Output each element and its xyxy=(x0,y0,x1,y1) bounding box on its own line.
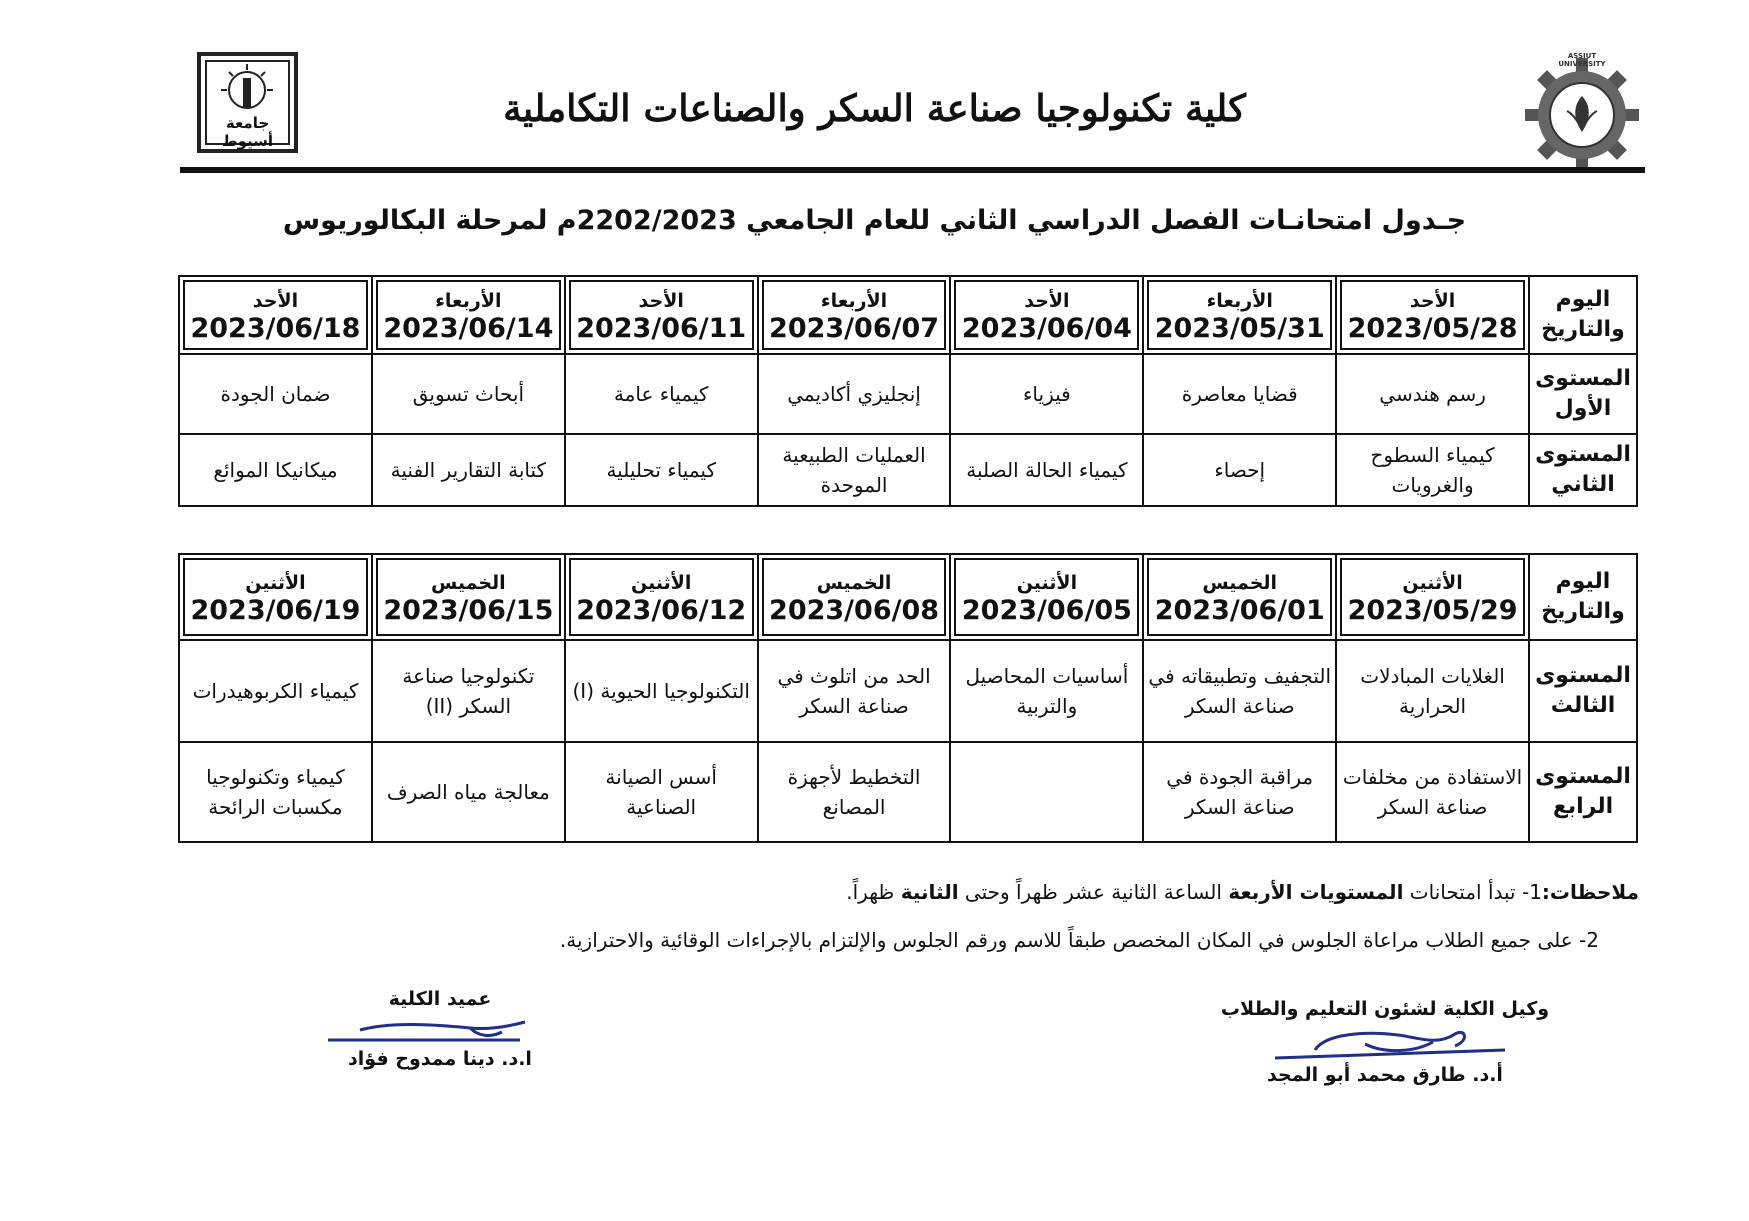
exam-subject: العمليات الطبيعية الموحدة xyxy=(758,434,951,506)
exam-subject: التخطيط لأجهزة المصانع xyxy=(758,742,951,842)
exam-subject: الغلايات المبادلات الحرارية xyxy=(1336,640,1529,742)
level-label: المستوى الرابع xyxy=(1529,742,1637,842)
day-date-cell: الأربعاء 2023/05/31 xyxy=(1143,276,1336,354)
table-header-row xyxy=(179,276,1637,354)
day-date-cell: الأحد 2023/05/28 xyxy=(1336,276,1529,354)
day-date-cell: الخميس 2023/06/15 xyxy=(372,554,565,640)
exam-subject: الحد من اتلوث في صناعة السكر xyxy=(758,640,951,742)
exam-subject: كيمياء السطوح والغرويات xyxy=(1336,434,1529,506)
table-row xyxy=(179,742,1637,842)
day-date-cell: الأربعاء 2023/06/14 xyxy=(372,276,565,354)
exam-subject: أسس الصيانة الصناعية xyxy=(565,742,758,842)
exam-subject: رسم هندسي xyxy=(1336,354,1529,434)
vice-dean-signature-block xyxy=(1215,998,1555,1086)
dean-signature xyxy=(320,1010,560,1048)
college-name: كلية تكنولوجيا صناعة السكر والصناعات التكاملية xyxy=(503,86,1246,130)
schedule-title: جـدول امتحانـات الفصل الدراسي الثاني للعام الجامعي 2202/2023م لمرحلة البكالوريوس xyxy=(282,205,1467,236)
exam-subject: فيزياء xyxy=(950,354,1143,434)
exam-subject: كيمياء تحليلية xyxy=(565,434,758,506)
table-header-row xyxy=(179,554,1637,640)
exam-subject: التجفيف وتطبيقاته في صناعة السكر xyxy=(1143,640,1336,742)
exam-subject: إحصاء xyxy=(1143,434,1336,506)
exam-subject: ضمان الجودة xyxy=(179,354,372,434)
notes-label: ملاحظات: xyxy=(1541,880,1639,904)
table-row xyxy=(179,354,1637,434)
day-date-cell: الخميس 2023/06/01 xyxy=(1143,554,1336,640)
level-label: المستوى الثالث xyxy=(1529,640,1637,742)
day-date-cell: الأحد 2023/06/11 xyxy=(565,276,758,354)
exam-subject xyxy=(950,742,1143,842)
day-date-cell: الأثنين 2023/06/19 xyxy=(179,554,372,640)
day-date-cell: الأربعاء 2023/06/07 xyxy=(758,276,951,354)
dean-signature-block xyxy=(290,988,590,1070)
faculty-gear-emblem xyxy=(1523,52,1641,174)
exam-subject: ميكانيكا الموائع xyxy=(179,434,372,506)
emblem-lettering: ASSIUT UNIVERSITY xyxy=(1558,52,1606,68)
dean-title: عميد الكلية xyxy=(388,988,492,1010)
day-date-cell: الأحد 2023/06/18 xyxy=(179,276,372,354)
table-row xyxy=(179,640,1637,742)
exam-schedule-table-levels-3-4 xyxy=(178,553,1638,843)
exam-subject: إنجليزي أكاديمي xyxy=(758,354,951,434)
day-date-header: اليوم والتاريخ xyxy=(1529,554,1637,640)
exam-subject: كيمياء الحالة الصلبة xyxy=(950,434,1143,506)
day-date-cell: الأثنين 2023/05/29 xyxy=(1336,554,1529,640)
exam-subject: قضايا معاصرة xyxy=(1143,354,1336,434)
assiut-university-emblem xyxy=(195,50,300,155)
header-divider xyxy=(180,167,1645,173)
level-label: المستوى الثاني xyxy=(1529,434,1637,506)
exam-subject: أساسيات المحاصيل والتربية xyxy=(950,640,1143,742)
note-2: 2- على جميع الطلاب مراعاة الجلوس في المكان المخصص طبقاً للاسم ورقم الجلوس والإلتزام بالإجراءات الوقائية والاحترازية. xyxy=(559,928,1599,952)
level-label: المستوى الأول xyxy=(1529,354,1637,434)
exam-subject: أبحاث تسويق xyxy=(372,354,565,434)
dean-name: ا.د. دينا ممدوح فؤاد xyxy=(348,1048,532,1070)
vice-dean-name: أ.د. طارق محمد أبو المجد xyxy=(1267,1064,1503,1086)
note-1: ملاحظات:1- تبدأ امتحانات المستويات الأربعة الساعة الثانية عشر ظهراً وحتى الثانية ظهراً. xyxy=(846,880,1639,904)
exam-subject: كيمياء الكربوهيدرات xyxy=(179,640,372,742)
vice-dean-signature xyxy=(1255,1020,1515,1064)
day-date-cell: الأثنين 2023/06/05 xyxy=(950,554,1143,640)
day-date-cell: الأثنين 2023/06/12 xyxy=(565,554,758,640)
exam-subject: كتابة التقارير الفنية xyxy=(372,434,565,506)
exam-subject: كيمياء عامة xyxy=(565,354,758,434)
exam-schedule-table-levels-1-2 xyxy=(178,275,1638,507)
day-date-cell: الخميس 2023/06/08 xyxy=(758,554,951,640)
day-date-header: اليوم والتاريخ xyxy=(1529,276,1637,354)
vice-dean-title: وكيل الكلية لشئون التعليم والطلاب xyxy=(1220,998,1550,1020)
emblem-lettering: جامعة أسيوط xyxy=(222,114,273,150)
exam-subject: التكنولوجيا الحيوية (I) xyxy=(565,640,758,742)
table-row xyxy=(179,434,1637,506)
day-date-cell: الأحد 2023/06/04 xyxy=(950,276,1143,354)
exam-subject: كيمياء وتكنولوجيا مكسبات الرائحة xyxy=(179,742,372,842)
exam-subject: الاستفادة من مخلفات صناعة السكر xyxy=(1336,742,1529,842)
exam-subject: تكنولوجيا صناعة السكر (II) xyxy=(372,640,565,742)
exam-subject: مراقبة الجودة في صناعة السكر xyxy=(1143,742,1336,842)
exam-subject: معالجة مياه الصرف xyxy=(372,742,565,842)
